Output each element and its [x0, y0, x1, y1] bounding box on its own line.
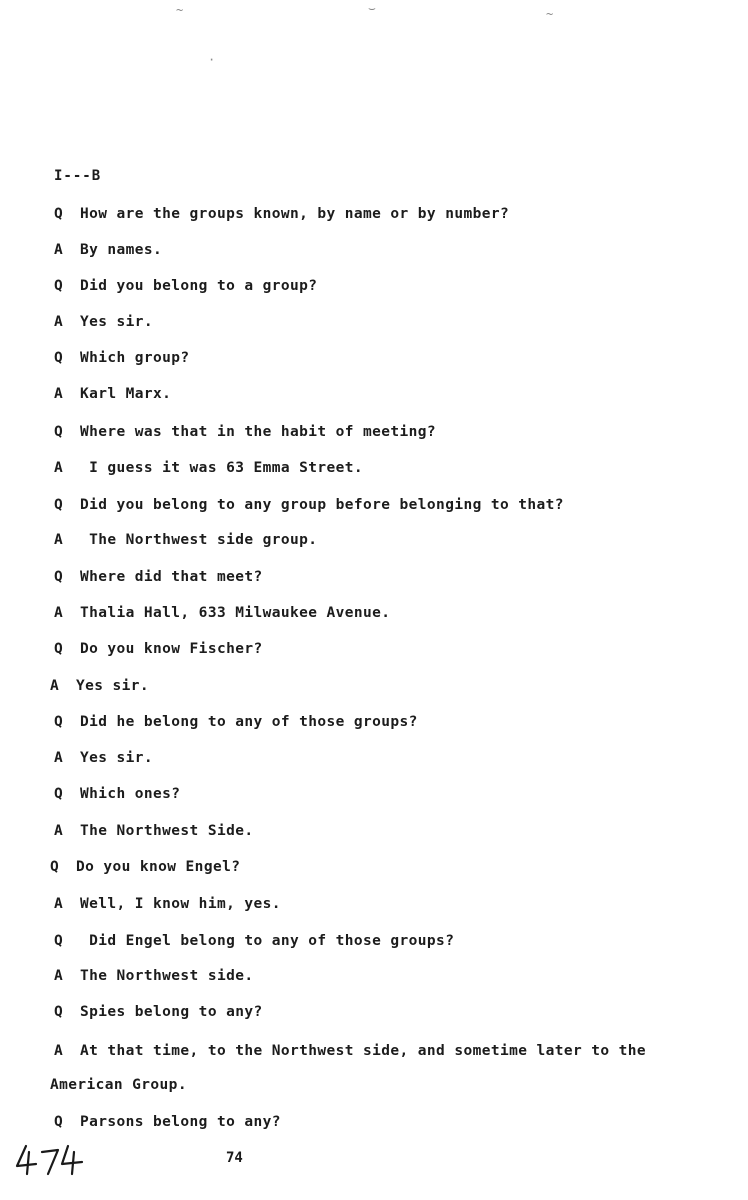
line-text: Which ones?: [80, 786, 181, 802]
question-label: Q: [54, 206, 64, 222]
line-text: Thalia Hall, 633 Milwaukee Avenue.: [80, 605, 391, 621]
question-label: Q: [54, 424, 64, 440]
transcript-line: [54, 205, 748, 223]
transcript-line: [54, 313, 748, 331]
transcript-line: [54, 277, 748, 295]
line-text: Do you know Engel?: [76, 859, 241, 875]
line-text: Which group?: [80, 350, 190, 366]
question-label: Q: [54, 1114, 64, 1130]
scan-artifact: ·: [208, 53, 216, 67]
section-header: I---B: [54, 168, 102, 184]
answer-label: A: [54, 1043, 64, 1059]
question-label: Q: [54, 714, 64, 730]
transcript-line: [54, 241, 748, 259]
transcript-line: [54, 1042, 748, 1060]
question-label: Q: [54, 497, 64, 513]
transcript-line: [54, 895, 748, 913]
transcript-line: [54, 749, 748, 767]
transcript-line: [54, 1113, 748, 1131]
answer-label: A: [54, 460, 64, 476]
answer-label: A: [54, 314, 64, 330]
question-label: Q: [54, 350, 64, 366]
question-label: Q: [54, 933, 64, 949]
line-text: Did Engel belong to any of those groups?: [80, 933, 455, 949]
transcript-line: [54, 349, 748, 367]
transcript-line: [54, 604, 748, 622]
line-text: Yes sir.: [76, 678, 150, 694]
question-label: Q: [54, 1004, 64, 1020]
line-text: By names.: [80, 242, 163, 258]
line-text: Where was that in the habit of meeting?: [80, 424, 437, 440]
line-text: How are the groups known, by name or by number?: [80, 206, 510, 222]
transcript-line: [54, 640, 748, 658]
line-text: I guess it was 63 Emma Street.: [80, 460, 364, 476]
question-label: Q: [54, 569, 64, 585]
scan-artifact: ~: [176, 3, 184, 17]
line-text: Did you belong to any group before belonging to that?: [80, 497, 564, 513]
line-text: Yes sir.: [80, 750, 154, 766]
transcript-line: [54, 531, 748, 549]
line-text: Yes sir.: [80, 314, 154, 330]
line-text: Where did that meet?: [80, 569, 263, 585]
transcript-line: [54, 459, 748, 477]
transcript-line: [54, 423, 748, 441]
answer-label: A: [54, 386, 64, 402]
answer-label: A: [54, 823, 64, 839]
scan-artifact: ⌣: [368, 1, 376, 15]
answer-label: A: [50, 678, 60, 694]
line-text: Parsons belong to any?: [80, 1114, 281, 1130]
transcript-line: [54, 713, 748, 731]
transcript-line: [54, 568, 748, 586]
answer-label: A: [54, 750, 64, 766]
line-text: At that time, to the Northwest side, and sometime later to the: [80, 1043, 647, 1059]
answer-label: A: [54, 605, 64, 621]
answer-label: A: [54, 896, 64, 912]
line-text: Did you belong to a group?: [80, 278, 318, 294]
transcript-line: [50, 677, 748, 695]
question-label: Q: [50, 859, 60, 875]
line-text: Well, I know him, yes.: [80, 896, 281, 912]
answer-label: A: [54, 968, 64, 984]
line-text: American Group.: [50, 1077, 187, 1093]
line-text: The Northwest Side.: [80, 823, 254, 839]
line-text: The Northwest side.: [80, 968, 254, 984]
line-text: Spies belong to any?: [80, 1004, 263, 1020]
question-label: Q: [54, 786, 64, 802]
page-number: 74: [226, 1150, 243, 1166]
transcript-line: [54, 822, 748, 840]
transcript-line: [54, 496, 748, 514]
line-text: The Northwest side group.: [80, 532, 318, 548]
handwritten-page-number: [14, 1142, 86, 1178]
transcript-line: [50, 858, 748, 876]
line-text: Karl Marx.: [80, 386, 172, 402]
answer-label: A: [54, 532, 64, 548]
question-label: Q: [54, 641, 64, 657]
transcript-line: [50, 1076, 748, 1094]
answer-label: A: [54, 242, 64, 258]
scan-artifact: ~: [546, 7, 554, 21]
line-text: Did he belong to any of those groups?: [80, 714, 418, 730]
transcript-line: [54, 785, 748, 803]
transcript-line: [54, 385, 748, 403]
line-text: Do you know Fischer?: [80, 641, 263, 657]
transcript-line: [54, 932, 748, 950]
transcript-line: [54, 967, 748, 985]
question-label: Q: [54, 278, 64, 294]
transcript-line: [54, 1003, 748, 1021]
